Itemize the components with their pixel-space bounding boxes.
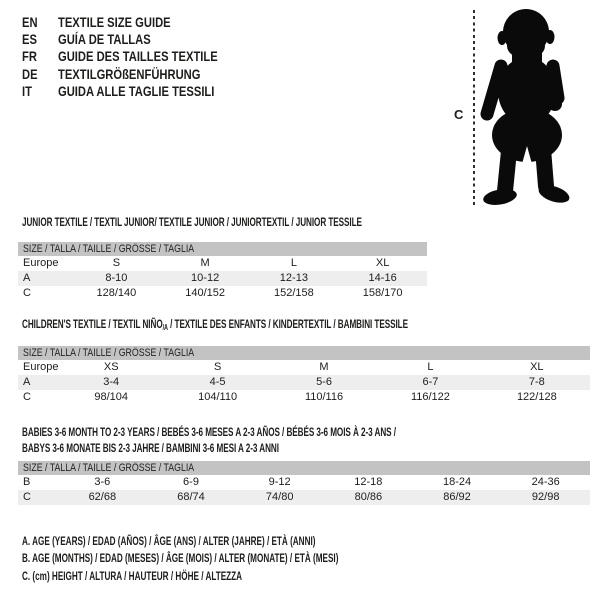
legend-line-c: C. (cm) HEIGHT / ALTURA / HAUTEUR / HÖHE / ALTEZZA	[22, 568, 243, 583]
row-label: C	[23, 287, 31, 299]
height-measure-line	[473, 10, 475, 207]
language-row	[22, 66, 218, 83]
height-cell: 152/158	[273, 287, 314, 299]
row-label: Europe	[23, 361, 59, 373]
size-band: SIZE / TALLA / TAILLE / GRÖSSE / TAGLIA	[18, 346, 590, 360]
age-cell: 6-9	[183, 476, 199, 488]
row-label: Europe	[23, 257, 59, 269]
height-cell: 92/98	[531, 491, 560, 503]
height-cell: 98/104	[94, 391, 129, 403]
language-label: GUIDA ALLE TAGLIE TESSILI	[58, 82, 215, 99]
children-table-title: CHILDREN'S TEXTILE / TEXTIL $NIÑO_{/A}$ / TEXTILE DES ENFANTS / KINDERTEXTIL / BAMBINI TESSILE	[22, 317, 408, 332]
children-size-table	[18, 346, 590, 405]
legend-line-b: B. AGE (MONTHS) / EDAD (MESES) / ÂGE (MOIS) / ALTER (MONATE) / ETÀ (MESI)	[22, 551, 339, 566]
age-cell: 10-12	[191, 272, 220, 284]
language-row	[22, 14, 218, 31]
height-cell: 86/92	[443, 491, 471, 503]
row-label: B	[23, 476, 31, 488]
size-cell: L	[427, 361, 434, 373]
height-cell: 116/122	[410, 391, 450, 403]
language-code: ES	[22, 31, 37, 48]
height-cell: 104/110	[198, 391, 238, 403]
row-label: A	[23, 272, 31, 284]
age-cell: 3-6	[94, 476, 111, 488]
toddler-silhouette-icon	[478, 6, 580, 208]
age-cell: 12-13	[279, 272, 308, 284]
table-row-age	[18, 271, 427, 286]
size-cell: L	[290, 257, 297, 269]
height-cell: 140/152	[185, 287, 225, 299]
junior-size-table	[18, 242, 427, 301]
legend-line-a: A. AGE (YEARS) / EDAD (AÑOS) / ÂGE (ANS) / ALTER (JAHRE) / ETÀ (ANNI)	[22, 534, 316, 548]
language-code: DE	[22, 65, 38, 82]
row-label: A	[23, 376, 31, 388]
age-cell: 12-18	[354, 476, 383, 488]
age-cell: 9-12	[268, 476, 291, 488]
height-cell: 62/68	[88, 491, 117, 503]
table-row-europe	[18, 360, 590, 375]
age-cell: 7-8	[528, 376, 545, 388]
language-row	[22, 31, 218, 48]
language-list	[22, 14, 267, 100]
language-label: TEXTILE SIZE GUIDE	[58, 14, 171, 30]
babies-size-table	[18, 461, 590, 505]
height-cell: 128/140	[96, 287, 137, 299]
height-cell: 74/80	[265, 491, 294, 503]
language-row	[22, 48, 218, 65]
height-cell: 68/74	[177, 491, 205, 503]
age-cell: 4-5	[209, 376, 226, 388]
size-band: SIZE / TALLA / TAILLE / GRÖSSE / TAGLIA	[18, 242, 427, 256]
subscript-a: /A	[162, 323, 168, 332]
language-label: TEXTILGRÖßENFÜHRUNG	[58, 65, 201, 82]
age-cell: 5-6	[316, 376, 332, 388]
size-cell: S	[112, 257, 121, 269]
age-cell: 24-36	[531, 476, 560, 488]
size-band: SIZE / TALLA / TAILLE / GRÖSSE / TAGLIA	[18, 461, 590, 475]
babies-table-title: BABIES 3-6 MONTH TO 2-3 YEARS / BEBÉS 3-6 MESES A 2-3 AÑOS / BÉBÉS 3-6 MOIS À 2-3 ANS / BABYS 3-6 MONATE BIS 2-3 JAHRE / BAMBINI 3-6 MESI A 2-3 ANNI	[22, 425, 396, 455]
table-row-height	[18, 390, 590, 405]
size-cell: XL	[530, 361, 544, 373]
language-label: GUIDE DES TAILLES TEXTILE	[58, 48, 218, 65]
row-label: C	[23, 391, 31, 403]
table-row-age	[18, 375, 590, 390]
size-cell: S	[213, 361, 222, 373]
age-cell: 18-24	[442, 476, 472, 488]
height-cell: 110/116	[304, 391, 344, 403]
legend	[22, 533, 487, 585]
height-cell: 158/170	[362, 287, 403, 299]
junior-table-title: JUNIOR TEXTILE / TEXTIL JUNIOR/ TEXTILE JUNIOR / JUNIORTEXTIL / JUNIOR TESSILE	[22, 215, 362, 229]
size-cell: M	[200, 257, 210, 269]
age-cell: 8-10	[105, 272, 128, 284]
row-label: C	[23, 491, 31, 503]
height-cell: 122/128	[516, 391, 557, 403]
age-cell: 6-7	[422, 376, 439, 388]
language-code: IT	[22, 82, 32, 99]
table-row-height	[18, 286, 427, 301]
age-cell: 14-16	[368, 272, 397, 284]
language-code: FR	[22, 48, 37, 65]
table-row-height	[18, 490, 590, 505]
measure-label-c: C	[454, 107, 464, 122]
language-code: EN	[22, 14, 38, 30]
table-row-age-months	[18, 475, 590, 490]
table-row-europe	[18, 256, 427, 271]
size-cell: M	[319, 361, 329, 373]
height-cell: 80/86	[354, 491, 383, 503]
age-cell: 3-4	[103, 376, 120, 388]
language-row	[22, 83, 218, 100]
size-cell: XL	[375, 257, 390, 269]
size-cell: XS	[103, 361, 119, 373]
language-label: GUÍA DE TALLAS	[58, 31, 151, 48]
